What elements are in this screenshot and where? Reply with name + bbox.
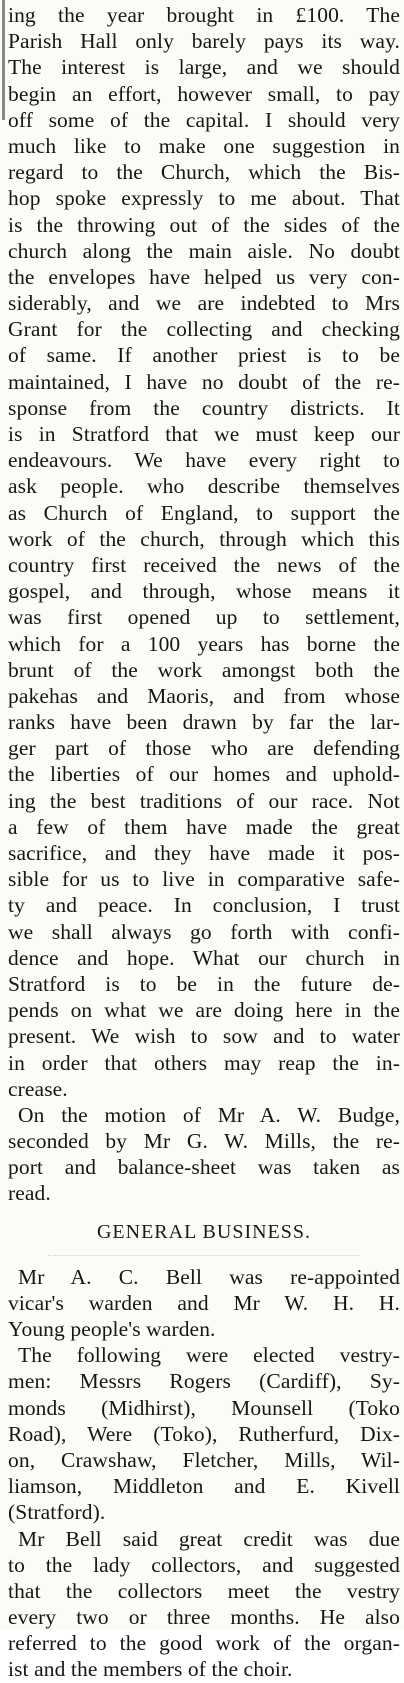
text-line: which for a 100 years has borne the	[8, 631, 400, 656]
paragraph-1	[8, 2, 400, 1102]
text-line: ty and peace. In conclusion, I trust	[8, 893, 400, 918]
text-line: of same. If another priest is to be	[8, 343, 400, 368]
text-line: is the throwing out of the sides of the	[8, 212, 400, 237]
text-line: country first received the news of the	[8, 552, 400, 577]
text-line: crease.	[8, 1076, 68, 1101]
text-line: hop spoke expressly to me about. That	[8, 186, 400, 211]
paragraph-3	[8, 1264, 400, 1343]
text-line: sible for us to live in comparative safe-	[8, 867, 400, 892]
text-line: as Church of England, to support the	[8, 500, 400, 525]
text-line: to the lady collectors, and suggested	[8, 1552, 400, 1577]
text-line: ask people. who describe themselves	[8, 474, 400, 499]
text-line: Mr Bell said great credit was due	[18, 1526, 400, 1551]
text-line: on, Crawshaw, Fletcher, Mills, Wil-	[8, 1447, 400, 1472]
text-line: ranks have been drawn by far the lar-	[8, 710, 400, 735]
text-line: brunt of the work amongst both the	[8, 657, 400, 682]
text-line: present. We wish to sow and to water	[8, 1024, 400, 1049]
text-line: Parish Hall only barely pays its way.	[8, 29, 400, 54]
text-line: endeavours. We have every right to	[8, 448, 400, 473]
text-line: we shall always go forth with confi-	[8, 919, 400, 944]
text-line: the envelopes have helped us very con-	[8, 264, 400, 289]
section-heading: GENERAL BUSINESS.	[96, 1220, 312, 1243]
text-line: men: Messrs Rogers (Cardiff), Sy-	[8, 1369, 400, 1394]
text-line: that the collectors meet the vestry	[8, 1578, 400, 1603]
text-line: work of the church, through which this	[8, 526, 400, 551]
paragraph-5	[8, 1526, 400, 1683]
text-line: ing the year brought in £100. The	[8, 3, 400, 27]
text-line: the liberties of our homes and uphold-	[8, 762, 400, 787]
column-edge-mark	[2, 0, 5, 120]
text-line: regard to the Church, which the Bis-	[8, 160, 400, 185]
text-line: dence and hope. What our church in	[8, 945, 400, 970]
text-line: The interest is large, and we should	[8, 55, 400, 80]
text-line: pends on what we are doing here in the	[8, 998, 400, 1023]
text-line: The following were elected vestry-	[18, 1343, 400, 1368]
text-line: in order that others may reap the in-	[8, 1050, 400, 1075]
text-line: church along the main aisle. No doubt	[8, 238, 400, 263]
text-line: a few of them have made the great	[8, 814, 400, 839]
text-line: monds (Midhirst), Mounsell (Toko	[8, 1395, 400, 1420]
text-line: maintained, I have no doubt of the re-	[8, 369, 400, 394]
text-line: Mr A. C. Bell was re-appointed	[18, 1264, 400, 1289]
paragraph-4	[8, 1342, 400, 1525]
text-line: ger part of those who are defending	[8, 736, 400, 761]
text-line: is in Stratford that we must keep our	[8, 422, 400, 446]
text-line: pakehas and Maoris, and from whose	[8, 683, 400, 708]
text-line: Road), Were (Toko), Rutherfurd, Dix-	[8, 1421, 400, 1446]
text-line: much like to make one suggestion in	[8, 133, 400, 158]
text-line: port and balance-sheet was taken as	[8, 1155, 400, 1180]
text-line: seconded by Mr G. W. Mills, the re-	[8, 1129, 400, 1154]
text-line: read.	[8, 1181, 51, 1206]
text-line: Stratford is to be in the future de-	[8, 971, 400, 996]
text-line: gospel, and through, whose means it	[8, 579, 400, 604]
text-line: sponse from the country districts. It	[8, 395, 400, 420]
text-line: was first opened up to settlement,	[8, 605, 400, 630]
text-line: off some of the capital. I should very	[8, 107, 400, 132]
text-line: (Stratford).	[8, 1500, 106, 1525]
paragraph-2	[8, 1102, 400, 1207]
article-column	[8, 2, 400, 1683]
text-line: begin an effort, however small, to pay	[8, 81, 400, 106]
text-line: sacrifice, and they have made it pos-	[8, 841, 400, 865]
text-line: Grant for the collecting and checking	[8, 317, 400, 342]
text-line: ist and the members of the choir.	[8, 1657, 293, 1682]
heading-rule	[48, 1255, 360, 1264]
text-line: On the motion of Mr A. W. Budge,	[18, 1102, 400, 1127]
text-line: liamson, Middleton and E. Kivell	[8, 1474, 400, 1499]
text-line: every two or three months. He also	[8, 1605, 400, 1630]
text-line: ing the best traditions of our race. Not	[8, 788, 400, 813]
text-line: Young people's warden.	[8, 1317, 216, 1341]
text-line: vicar's warden and Mr W. H. H.	[8, 1290, 400, 1315]
text-line: siderably, and we are indebted to Mrs	[8, 291, 400, 316]
text-line: referred to the good work of the organ-	[8, 1631, 400, 1656]
